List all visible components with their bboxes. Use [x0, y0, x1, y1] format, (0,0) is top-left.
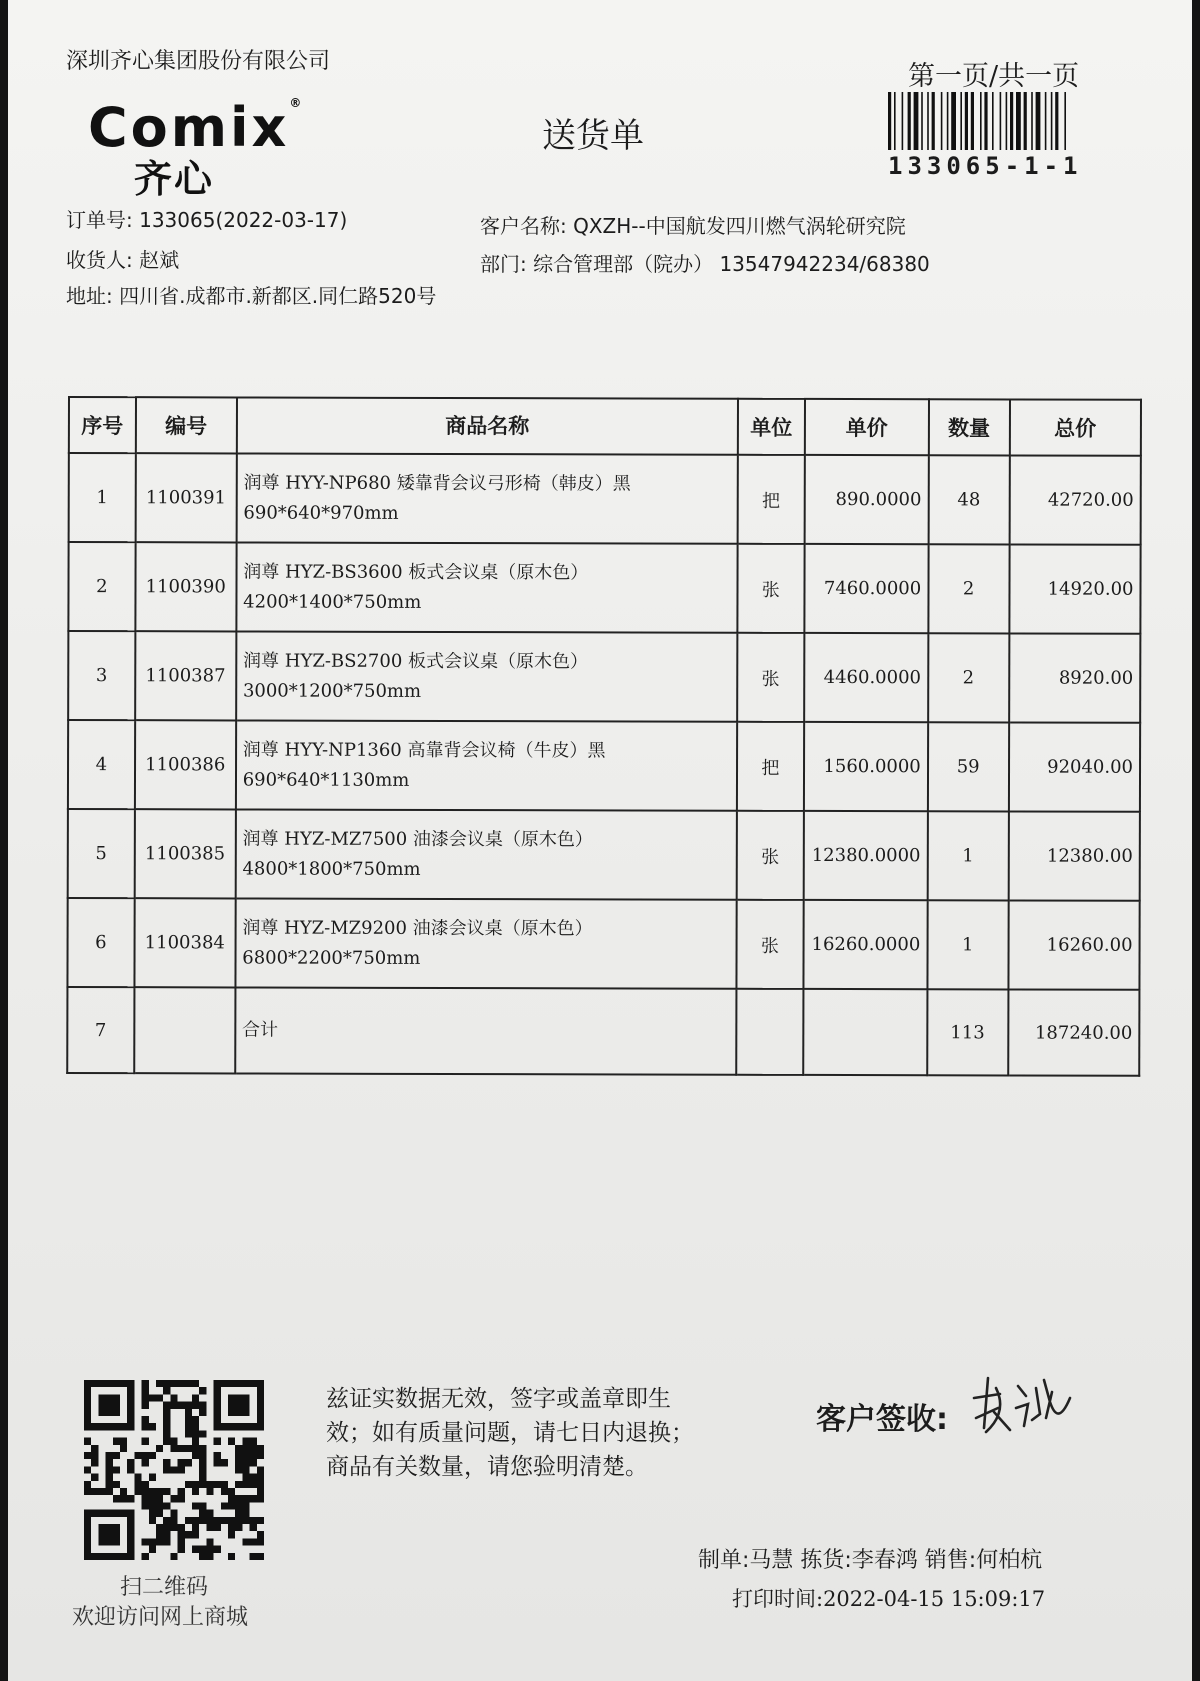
total-row [67, 987, 1139, 1076]
cell-seq: 5 [68, 809, 135, 898]
item-size: 6800*2200*750mm [242, 946, 421, 969]
cell-price: 1560.0000 [804, 722, 928, 811]
cell-code: 1100384 [134, 898, 235, 987]
print-time: 打印时间:2022-04-15 15:09:17 [732, 1587, 1046, 1611]
registered-mark: ® [289, 96, 305, 110]
item-size: 690*640*1130mm [242, 768, 410, 791]
cell-unit: 把 [737, 722, 804, 811]
total-qty: 113 [927, 989, 1008, 1075]
qr-code[interactable] [84, 1380, 264, 1560]
cell-code-empty [134, 987, 235, 1073]
qr-subcaption: 欢迎访问网上商城 [72, 1605, 249, 1630]
cell-price: 12380.0000 [803, 811, 927, 900]
cell-name [235, 809, 736, 899]
table-header-row [69, 397, 1141, 456]
cell-qty: 59 [928, 722, 1009, 811]
notice-text: 兹证实数据无效，签字或盖章即生效；如有质量问题，请七日内退换；商品有关数量，请您验明清楚。 [326, 1386, 694, 1480]
cell-qty: 2 [928, 633, 1009, 722]
company-name: 深圳齐心集团股份有限公司 [66, 49, 331, 74]
cell-unit: 张 [737, 633, 804, 722]
item-name: 润尊 HYY-NP680 矮靠背会议弓形椅（韩皮）黑 [243, 471, 631, 494]
cell-code: 1100390 [135, 542, 236, 631]
header-seq: 序号 [69, 397, 136, 453]
cell-unit: 张 [737, 811, 804, 900]
cell-unit-empty [736, 989, 803, 1075]
header-total: 总价 [1009, 399, 1141, 455]
table-row [68, 720, 1140, 812]
cell-total: 16260.00 [1008, 900, 1140, 989]
document-title: 送货单 [542, 116, 644, 156]
barcode [888, 92, 1102, 150]
table-row [68, 631, 1140, 723]
cell-code: 1100386 [135, 720, 236, 809]
table-row [69, 453, 1141, 545]
order-number: 订单号: 133065(2022-03-17) [66, 208, 348, 232]
header-unit: 单位 [738, 399, 805, 455]
delivery-address: 地址: 四川省.成都市.新都区.同仁路520号 [66, 284, 437, 308]
item-name: 润尊 HYY-NP1360 高靠背会议椅（牛皮）黑 [242, 738, 606, 761]
cell-seq: 4 [68, 720, 135, 809]
cell-price: 16260.0000 [803, 900, 927, 989]
table-row [68, 809, 1140, 901]
cell-price: 890.0000 [804, 455, 928, 544]
cell-code: 1100391 [135, 453, 236, 542]
staff-info: 制单:马慧 拣货:李春鸿 销售:何柏杭 [698, 1548, 1043, 1573]
header-qty: 数量 [929, 399, 1010, 455]
cell-name [236, 453, 737, 543]
item-name: 润尊 HYZ-BS3600 板式会议桌（原木色） [243, 560, 589, 583]
cell-seq: 2 [68, 542, 135, 631]
logo-chinese: 齐心 [134, 157, 215, 201]
cell-name [236, 720, 737, 810]
delivery-note-paper [8, 0, 1192, 1681]
department: 部门: 综合管理部（院办） 13547942234/68380 [480, 252, 930, 276]
handwritten-signature [966, 1368, 1076, 1440]
header-name: 商品名称 [237, 397, 738, 454]
cell-name [236, 542, 737, 632]
cell-name [236, 631, 737, 721]
cell-total: 14920.00 [1009, 544, 1141, 633]
cell-total: 92040.00 [1008, 722, 1140, 811]
table-row [68, 542, 1140, 634]
cell-total: 12380.00 [1008, 811, 1140, 900]
page-info: 第一页/共一页 [908, 61, 1080, 92]
cell-code: 1100385 [134, 809, 235, 898]
cell-seq: 7 [67, 987, 134, 1073]
qr-caption: 扫二维码 [120, 1575, 209, 1600]
cell-seq: 6 [67, 898, 134, 987]
customer-signature-label: 客户签收: [816, 1402, 948, 1437]
cell-qty: 1 [927, 900, 1008, 989]
cell-qty: 48 [928, 455, 1009, 544]
cell-qty: 2 [928, 544, 1009, 633]
cell-seq: 1 [69, 453, 136, 542]
item-name: 润尊 HYZ-BS2700 板式会议桌（原木色） [243, 649, 589, 672]
cell-unit: 把 [738, 455, 805, 544]
item-size: 690*640*970mm [243, 501, 399, 524]
total-label: 合计 [235, 987, 736, 1074]
customer-name: 客户名称: QXZH--中国航发四川燃气涡轮研究院 [480, 214, 906, 238]
item-size: 3000*1200*750mm [242, 679, 422, 702]
item-size: 4200*1400*750mm [243, 590, 422, 613]
header-code: 编号 [136, 397, 237, 453]
cell-price: 4460.0000 [804, 633, 928, 722]
item-name: 润尊 HYZ-MZ7500 油漆会议桌（原木色） [242, 827, 593, 850]
logo-text: Comix [88, 96, 290, 159]
consignee: 收货人: 赵斌 [66, 248, 180, 272]
cell-code: 1100387 [135, 631, 236, 720]
item-size: 4800*1800*750mm [242, 857, 421, 880]
item-name: 润尊 HYZ-MZ9200 油漆会议桌（原木色） [242, 916, 593, 939]
table-row [67, 898, 1139, 990]
cell-unit: 张 [737, 544, 804, 633]
header-price: 单价 [805, 399, 929, 455]
items-table [66, 396, 1142, 1077]
cell-name [235, 898, 736, 988]
cell-seq: 3 [68, 631, 135, 720]
cell-unit: 张 [736, 900, 803, 989]
cell-price: 7460.0000 [804, 544, 928, 633]
cell-price-empty [803, 989, 927, 1075]
cell-qty: 1 [927, 811, 1008, 900]
barcode-number: 133065-1-1 [888, 152, 1083, 180]
cell-total: 42720.00 [1009, 455, 1141, 544]
cell-total: 8920.00 [1009, 633, 1141, 722]
grand-total: 187240.00 [1008, 989, 1140, 1075]
